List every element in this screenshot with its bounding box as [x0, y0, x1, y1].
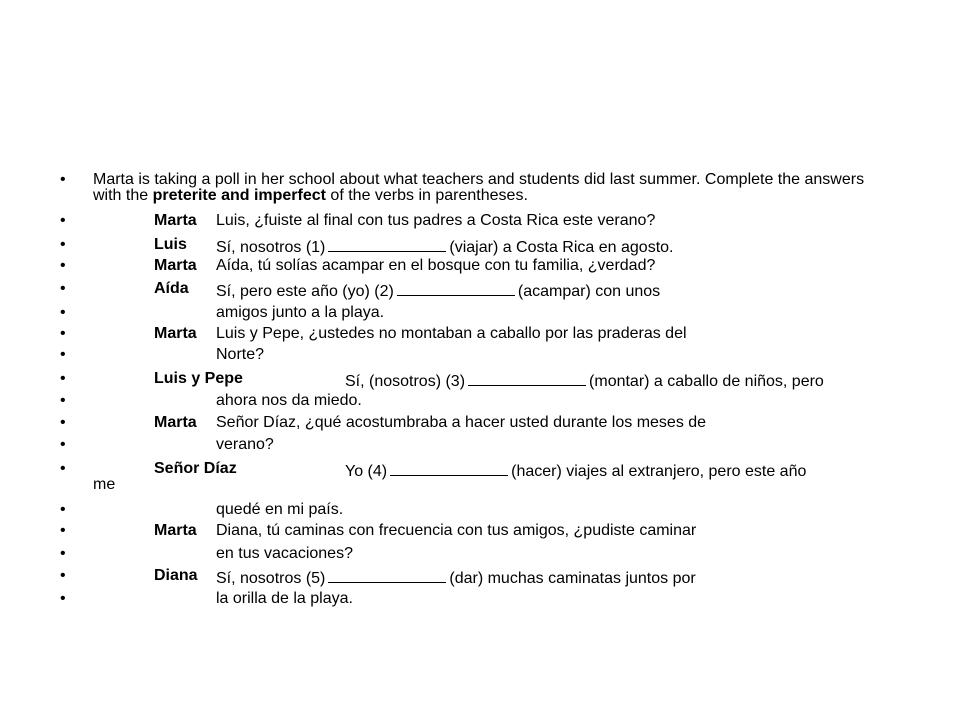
bullet: •	[60, 460, 66, 477]
bullet: •	[60, 304, 66, 321]
dialogue-text: Luis, ¿fuiste al final con tus padres a Costa Rica este verano?	[216, 212, 656, 229]
continuation-text: en tus vacaciones?	[216, 545, 353, 562]
speaker-name: Marta	[154, 212, 197, 229]
continuation-text: verano?	[216, 436, 274, 453]
text-before-blank: Sí, nosotros (1)	[216, 239, 326, 256]
text-after-blank: (viajar) a Costa Rica en agosto.	[449, 239, 674, 256]
text-before-blank: Sí, nosotros (5)	[216, 570, 326, 587]
bullet: •	[60, 501, 66, 518]
bullet: •	[60, 522, 66, 539]
wrapped-text: me	[93, 476, 116, 493]
answer-blank-1	[328, 237, 446, 252]
continuation-text: ahora nos da miedo.	[216, 392, 362, 409]
text-before-blank: Sí, pero este año (yo) (2)	[216, 283, 394, 300]
answer-blank-4	[390, 461, 508, 476]
bullet: •	[60, 567, 66, 584]
bullet: •	[60, 414, 66, 431]
bullet: •	[60, 257, 66, 274]
intro-part2: of the verbs in parentheses.	[325, 187, 528, 204]
bullet: •	[60, 171, 66, 188]
text-after-blank: (montar) a caballo de niños, pero	[589, 373, 824, 390]
bullet: •	[60, 392, 66, 409]
bullet: •	[60, 545, 66, 562]
bullet: •	[60, 370, 66, 387]
text-after-blank: (dar) muchas caminatas juntos por	[449, 570, 696, 587]
answer-blank-3	[468, 371, 586, 386]
speaker-name: Luis y Pepe	[154, 370, 243, 387]
continuation-text: quedé en mi país.	[216, 501, 344, 518]
bullet: •	[60, 346, 66, 363]
text-after-blank: (hacer) viajes al extranjero, pero este año	[511, 463, 807, 480]
dialogue-text: Señor Díaz, ¿qué acostumbraba a hacer usted durante los meses de	[216, 414, 707, 431]
speaker-name: Aída	[154, 280, 189, 297]
bullet: •	[60, 236, 66, 253]
intro-text	[93, 172, 873, 204]
intro-part1: Marta is taking a poll in her school about what teachers and students did last summer. Complete the answers with the	[93, 171, 865, 204]
bullet: •	[60, 325, 66, 342]
text-before-blank: Yo (4)	[345, 463, 388, 480]
text-before-blank: Sí, (nosotros) (3)	[345, 373, 466, 390]
dialogue-text	[345, 371, 824, 390]
continuation-text: Norte?	[216, 346, 265, 363]
answer-blank-2	[397, 281, 515, 296]
speaker-name: Marta	[154, 414, 197, 431]
dialogue-text: Luis y Pepe, ¿ustedes no montaban a caballo por las praderas del	[216, 325, 687, 342]
speaker-name: Luis	[154, 236, 187, 253]
intro-bold: preterite and imperfect	[152, 187, 326, 204]
dialogue-text	[216, 237, 673, 256]
speaker-name: Señor Díaz	[154, 460, 237, 477]
dialogue-text: Diana, tú caminas con frecuencia con tus amigos, ¿pudiste caminar	[216, 522, 697, 539]
bullet: •	[60, 436, 66, 453]
dialogue-text: Aída, tú solías acampar en el bosque con tu familia, ¿verdad?	[216, 257, 656, 274]
dialogue-text	[216, 281, 660, 300]
dialogue-text	[216, 568, 696, 587]
speaker-name: Marta	[154, 522, 197, 539]
continuation-text: amigos junto a la playa.	[216, 304, 385, 321]
bullet: •	[60, 280, 66, 297]
speaker-name: Marta	[154, 325, 197, 342]
speaker-name: Marta	[154, 257, 197, 274]
text-after-blank: (acampar) con unos	[517, 283, 661, 300]
bullet: •	[60, 212, 66, 229]
bullet: •	[60, 590, 66, 607]
continuation-text: la orilla de la playa.	[216, 590, 353, 607]
answer-blank-5	[328, 568, 446, 583]
speaker-name: Diana	[154, 567, 198, 584]
dialogue-text	[345, 461, 806, 480]
